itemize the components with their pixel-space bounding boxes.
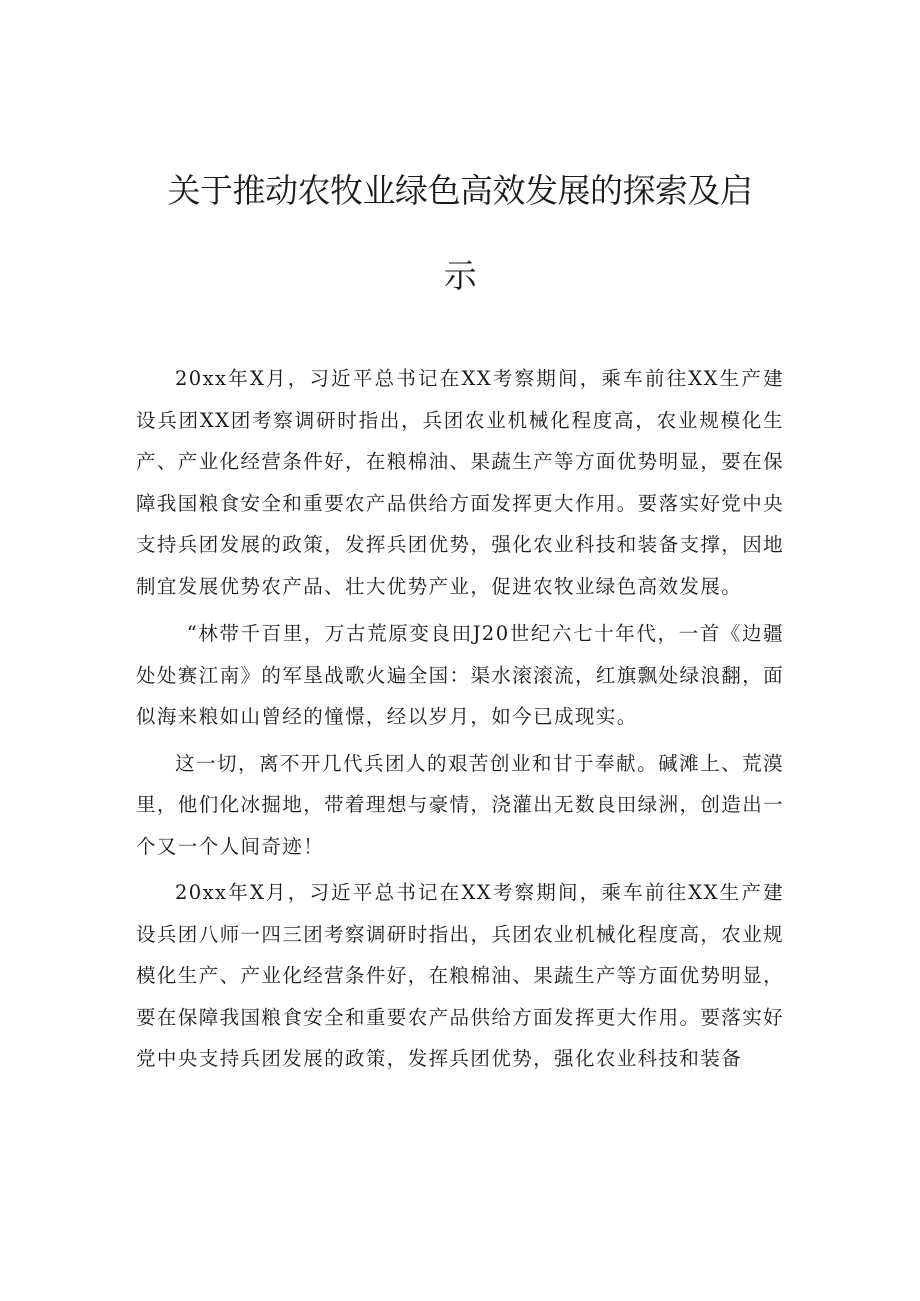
paragraph-3: 这一切，离不开几代兵团人的艰苦创业和甘于奉献。碱滩上、荒漠里，他们化冰掘地，带着理想与豪情，浇灌出无数良田绿洲，创造出一个又一个人间奇迹！ [136,751,784,858]
paragraph-4: 20xx年X月，习近平总书记在XX考察期间，乘车前往XX生产建设兵团八师一四三团考察调研时指出，兵团农业机械化程度高，农业规模化生产、产业化经营条件好，在粮棉油、果蔬生产等方面优势明显，要在保障我国粮食安全和重要农产品供给方面发挥更大作用。要落实好党中央支持兵团发展的政策，发挥兵团优势，强化农业科技和装备 [136,881,784,1070]
document-title-line-1: 关于推动农牧业绿色高效发展的探索及启 [167,171,753,210]
paragraph-2: “林带千百里，万古荒原变良田J20世纪六七十年代，一首《边疆处处赛江南》的军垦战歌火遍全国：渠水滚滚流，红旗飘处绿浪翻，面似海来粮如山曾经的憧憬，经以岁月，如今已成现实。 [136,622,784,728]
document-body [136,358,784,1080]
document-title-line-2: 示 [443,256,477,295]
paragraph-1: 20xx年X月，习近平总书记在XX考察期间，乘车前往XX生产建设兵团XX团考察调研时指出，兵团农业机械化程度高，农业规模化生产、产业化经营条件好，在粮棉油、果蔬生产等方面优势明显，要在保障我国粮食安全和重要农产品供给方面发挥更大作用。要落实好党中央支持兵团发展的政策，发挥兵团优势，强化农业科技和装备支撑，因地制宜发展优势农产品、壮大优势产业，促进农牧业绿色高效发展。 [136,367,784,598]
